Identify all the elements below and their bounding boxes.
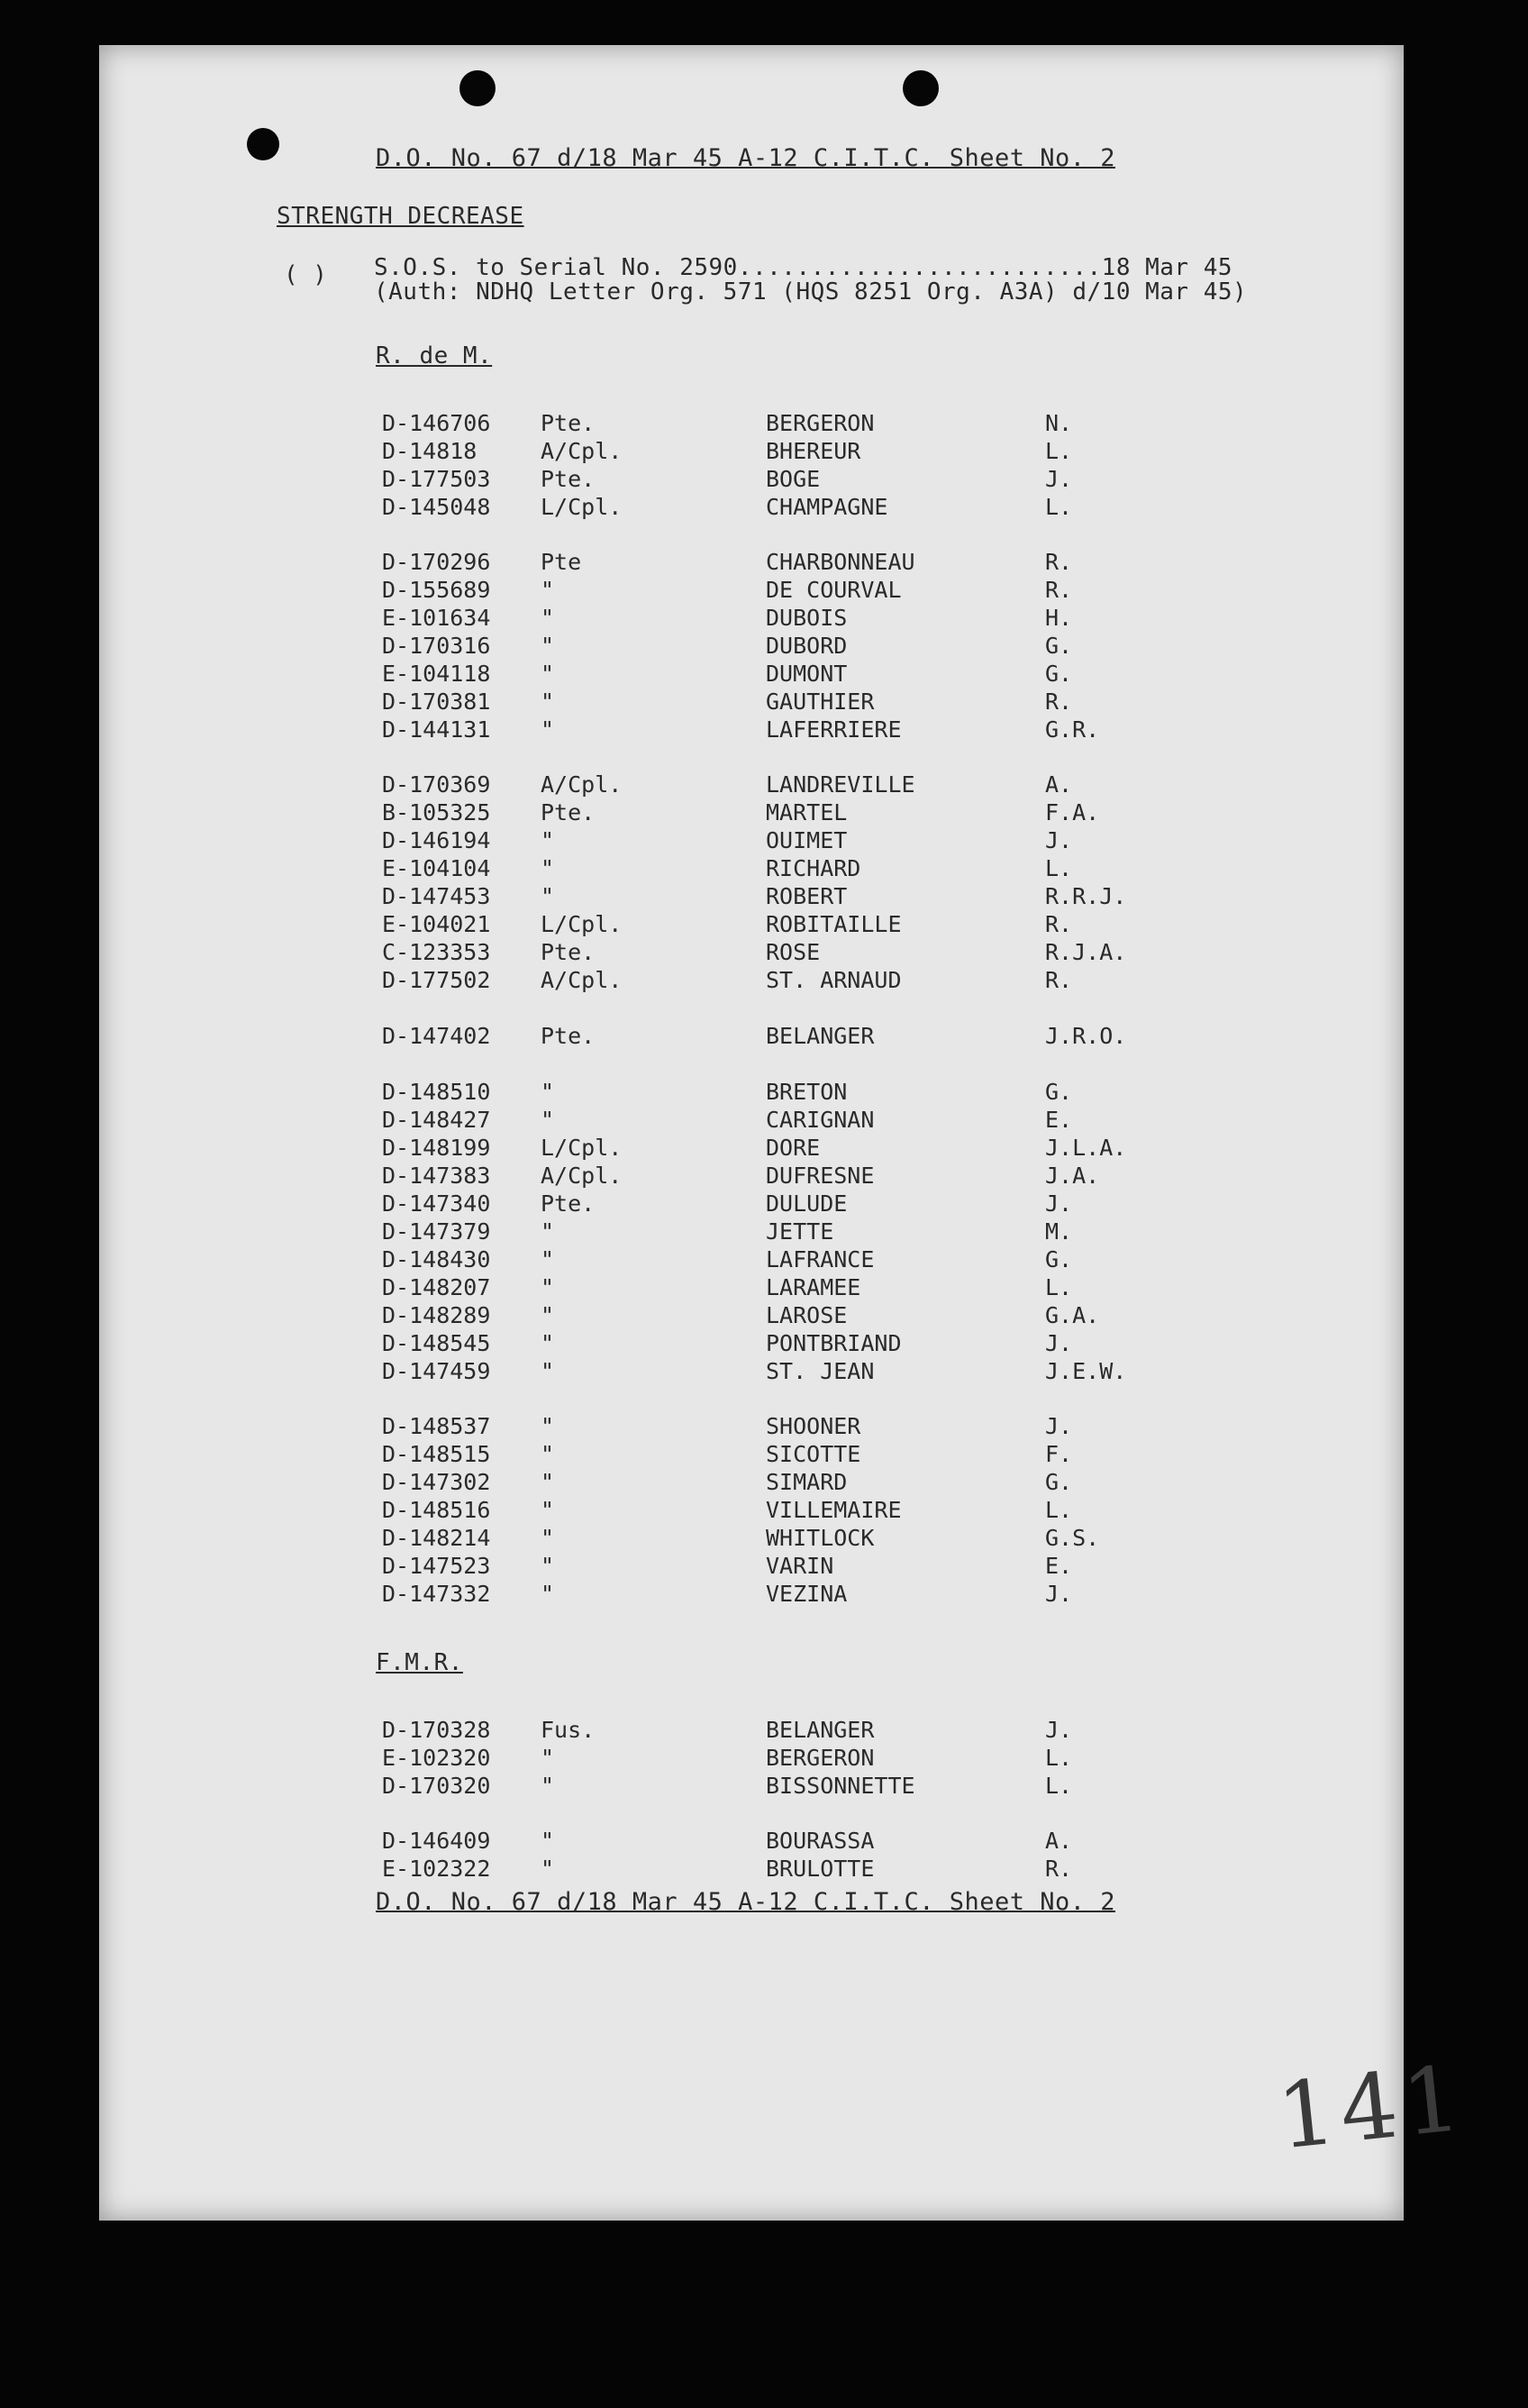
- table-row: [99, 1358, 1404, 1385]
- initials: R.: [1045, 689, 1073, 715]
- punch-hole: [459, 70, 496, 106]
- surname: VARIN: [766, 1553, 834, 1579]
- initials: E.: [1045, 1107, 1073, 1133]
- service-number: D-144131: [382, 716, 491, 743]
- service-number: C-123353: [382, 939, 491, 965]
- rank: ": [541, 883, 555, 909]
- rank: ": [541, 1107, 555, 1133]
- surname: ST. ARNAUD: [766, 967, 902, 993]
- surname: OUIMET: [766, 827, 848, 853]
- initials: G.R.: [1045, 716, 1100, 743]
- rank: ": [541, 1581, 555, 1607]
- initials: R.: [1045, 1856, 1073, 1882]
- surname: VILLEMAIRE: [766, 1497, 902, 1523]
- initials: L.: [1045, 438, 1073, 464]
- surname: BOURASSA: [766, 1828, 875, 1854]
- initials: G.S.: [1045, 1525, 1100, 1551]
- rank: ": [541, 605, 555, 631]
- service-number: E-104118: [382, 661, 491, 687]
- table-row: [99, 1218, 1404, 1245]
- table-row: [99, 494, 1404, 521]
- table-row: [99, 1581, 1404, 1608]
- initials: L.: [1045, 1745, 1073, 1771]
- initials: L.: [1045, 855, 1073, 881]
- service-number: D-148515: [382, 1441, 491, 1467]
- service-number: D-145048: [382, 494, 491, 520]
- rank: L/Cpl.: [541, 1135, 623, 1161]
- initials: N.: [1045, 410, 1073, 436]
- table-row: [99, 1525, 1404, 1552]
- rank: ": [541, 1469, 555, 1495]
- rank: ": [541, 1218, 555, 1245]
- table-row: [99, 438, 1404, 465]
- surname: LAFRANCE: [766, 1246, 875, 1272]
- service-number: D-170369: [382, 771, 491, 798]
- table-row: [99, 771, 1404, 798]
- rank: ": [541, 1274, 555, 1300]
- initials: J.R.O.: [1045, 1023, 1127, 1049]
- surname: GAUTHIER: [766, 689, 875, 715]
- service-number: D-148430: [382, 1246, 491, 1272]
- rank: ": [541, 855, 555, 881]
- initials: L.: [1045, 1773, 1073, 1799]
- handwritten-page-number: 141: [1272, 2045, 1471, 2170]
- rank: ": [541, 661, 555, 687]
- initials: G.: [1045, 633, 1073, 659]
- document-sheet: [99, 45, 1471, 2221]
- service-number: D-177502: [382, 967, 491, 993]
- service-number: D-147302: [382, 1469, 491, 1495]
- service-number: D-148545: [382, 1330, 491, 1356]
- surname: SICOTTE: [766, 1441, 861, 1467]
- initials: F.: [1045, 1441, 1073, 1467]
- rank: A/Cpl.: [541, 438, 623, 464]
- surname: WHITLOCK: [766, 1525, 875, 1551]
- surname: SHOONER: [766, 1413, 861, 1439]
- unit-label: F.M.R.: [376, 1649, 463, 1676]
- table-row: [99, 410, 1404, 437]
- service-number: D-170316: [382, 633, 491, 659]
- table-row: [99, 549, 1404, 576]
- initials: F.A.: [1045, 799, 1100, 825]
- sos-line: S.O.S. to Serial No. 2590.........................18 Mar 45: [374, 254, 1233, 281]
- surname: LAFERRIERE: [766, 716, 902, 743]
- surname: CHARBONNEAU: [766, 549, 915, 575]
- table-row: [99, 577, 1404, 604]
- table-row: [99, 1441, 1404, 1468]
- service-number: E-101634: [382, 605, 491, 631]
- surname: BRULOTTE: [766, 1856, 875, 1882]
- table-row: [99, 661, 1404, 688]
- initials: J.: [1045, 827, 1073, 853]
- service-number: E-102320: [382, 1745, 491, 1771]
- service-number: D-146194: [382, 827, 491, 853]
- rank: ": [541, 1553, 555, 1579]
- surname: VEZINA: [766, 1581, 848, 1607]
- document-header: D.O. No. 67 d/18 Mar 45 A-12 C.I.T.C. Sheet No. 2: [376, 144, 1116, 172]
- surname: DUBORD: [766, 633, 848, 659]
- surname: ROBITAILLE: [766, 911, 902, 937]
- service-number: E-102322: [382, 1856, 491, 1882]
- initials: H.: [1045, 605, 1073, 631]
- surname: JETTE: [766, 1218, 834, 1245]
- table-row: [99, 1107, 1404, 1134]
- initials: R.J.A.: [1045, 939, 1127, 965]
- surname: RICHARD: [766, 855, 861, 881]
- table-row: [99, 1079, 1404, 1106]
- surname: DE COURVAL: [766, 577, 902, 603]
- service-number: D-147332: [382, 1581, 491, 1607]
- initials: L.: [1045, 1274, 1073, 1300]
- table-row: [99, 967, 1404, 994]
- service-number: D-148516: [382, 1497, 491, 1523]
- surname: DULUDE: [766, 1190, 848, 1217]
- initials: M.: [1045, 1218, 1073, 1245]
- service-number: D-146706: [382, 410, 491, 436]
- rank: ": [541, 827, 555, 853]
- surname: BHEREUR: [766, 438, 861, 464]
- section-title: STRENGTH DECREASE: [277, 203, 524, 230]
- initials: R.R.J.: [1045, 883, 1127, 909]
- table-row: [99, 827, 1404, 854]
- service-number: D-147459: [382, 1358, 491, 1384]
- surname: SIMARD: [766, 1469, 848, 1495]
- table-row: [99, 1773, 1404, 1800]
- service-number: D-147523: [382, 1553, 491, 1579]
- initials: J.: [1045, 1413, 1073, 1439]
- service-number: D-148199: [382, 1135, 491, 1161]
- table-row: [99, 1469, 1404, 1496]
- initials: R.: [1045, 967, 1073, 993]
- initials: J.L.A.: [1045, 1135, 1127, 1161]
- unit-label: R. de M.: [376, 342, 493, 369]
- service-number: D-148427: [382, 1107, 491, 1133]
- surname: BRETON: [766, 1079, 848, 1105]
- initials: R.: [1045, 911, 1073, 937]
- rank: ": [541, 1745, 555, 1771]
- service-number: D-148537: [382, 1413, 491, 1439]
- surname: LANDREVILLE: [766, 771, 915, 798]
- table-row: [99, 466, 1404, 493]
- service-number: B-105325: [382, 799, 491, 825]
- service-number: D-14818: [382, 438, 478, 464]
- initials: A.: [1045, 1828, 1073, 1854]
- service-number: E-104104: [382, 855, 491, 881]
- table-row: [99, 883, 1404, 910]
- rank: ": [541, 1302, 555, 1328]
- table-row: [99, 689, 1404, 716]
- table-row: [99, 1828, 1404, 1855]
- initials: G.: [1045, 1246, 1073, 1272]
- service-number: D-146409: [382, 1828, 491, 1854]
- service-number: D-170328: [382, 1717, 491, 1743]
- rank: Fus.: [541, 1717, 596, 1743]
- service-number: D-147383: [382, 1163, 491, 1189]
- table-row: [99, 1856, 1404, 1883]
- table-row: [99, 1246, 1404, 1273]
- initials: A.: [1045, 771, 1073, 798]
- punch-hole: [247, 128, 279, 160]
- service-number: E-104021: [382, 911, 491, 937]
- surname: ST. JEAN: [766, 1358, 875, 1384]
- service-number: D-147402: [382, 1023, 491, 1049]
- table-row: [99, 799, 1404, 826]
- rank: ": [541, 1525, 555, 1551]
- initials: J.A.: [1045, 1163, 1100, 1189]
- table-row: [99, 1413, 1404, 1440]
- initials: J.: [1045, 1190, 1073, 1217]
- initials: G.: [1045, 661, 1073, 687]
- initials: R.: [1045, 549, 1073, 575]
- rank: Pte.: [541, 1023, 596, 1049]
- rank: L/Cpl.: [541, 911, 623, 937]
- initials: E.: [1045, 1553, 1073, 1579]
- service-number: D-170320: [382, 1773, 491, 1799]
- table-row: [99, 1497, 1404, 1524]
- rank: ": [541, 1497, 555, 1523]
- initials: J.: [1045, 1581, 1073, 1607]
- service-number: D-170296: [382, 549, 491, 575]
- rank: ": [541, 1773, 555, 1799]
- initials: G.: [1045, 1079, 1073, 1105]
- rank: Pte.: [541, 1190, 596, 1217]
- initials: L.: [1045, 1497, 1073, 1523]
- table-row: [99, 1135, 1404, 1162]
- surname: PONTBRIAND: [766, 1330, 902, 1356]
- surname: DUFRESNE: [766, 1163, 875, 1189]
- rank: ": [541, 1079, 555, 1105]
- table-row: [99, 1330, 1404, 1357]
- table-row: [99, 939, 1404, 966]
- surname: ROBERT: [766, 883, 848, 909]
- rank: A/Cpl.: [541, 967, 623, 993]
- table-row: [99, 1023, 1404, 1050]
- table-row: [99, 855, 1404, 882]
- table-row: [99, 716, 1404, 743]
- rank: ": [541, 689, 555, 715]
- rank: Pte: [541, 549, 582, 575]
- table-row: [99, 1553, 1404, 1580]
- rank: A/Cpl.: [541, 771, 623, 798]
- surname: BELANGER: [766, 1717, 875, 1743]
- table-row: [99, 633, 1404, 660]
- surname: MARTEL: [766, 799, 848, 825]
- initials: J.E.W.: [1045, 1358, 1127, 1384]
- rank: ": [541, 577, 555, 603]
- table-row: [99, 1190, 1404, 1218]
- rank: Pte.: [541, 466, 596, 492]
- table-row: [99, 1717, 1404, 1744]
- surname: LAROSE: [766, 1302, 848, 1328]
- rank: ": [541, 1246, 555, 1272]
- rank: ": [541, 1828, 555, 1854]
- initials: R.: [1045, 577, 1073, 603]
- punch-hole: [903, 70, 939, 106]
- initials: J.: [1045, 466, 1073, 492]
- surname: BELANGER: [766, 1023, 875, 1049]
- initials: G.A.: [1045, 1302, 1100, 1328]
- surname: DORE: [766, 1135, 821, 1161]
- rank: L/Cpl.: [541, 494, 623, 520]
- initials: G.: [1045, 1469, 1073, 1495]
- table-row: [99, 1274, 1404, 1301]
- rank: ": [541, 633, 555, 659]
- table-row: [99, 1745, 1404, 1772]
- table-row: [99, 1302, 1404, 1329]
- service-number: D-155689: [382, 577, 491, 603]
- initials: J.: [1045, 1330, 1073, 1356]
- rank: ": [541, 1441, 555, 1467]
- rank: Pte.: [541, 410, 596, 436]
- service-number: D-148510: [382, 1079, 491, 1105]
- initials: J.: [1045, 1717, 1073, 1743]
- table-row: [99, 605, 1404, 632]
- surname: CARIGNAN: [766, 1107, 875, 1133]
- surname: LARAMEE: [766, 1274, 861, 1300]
- table-row: [99, 1163, 1404, 1190]
- rank: ": [541, 716, 555, 743]
- surname: DUBOIS: [766, 605, 848, 631]
- service-number: D-147453: [382, 883, 491, 909]
- service-number: D-148214: [382, 1525, 491, 1551]
- surname: ROSE: [766, 939, 821, 965]
- rank: Pte.: [541, 799, 596, 825]
- service-number: D-148207: [382, 1274, 491, 1300]
- surname: BISSONNETTE: [766, 1773, 915, 1799]
- rank: ": [541, 1358, 555, 1384]
- service-number: D-177503: [382, 466, 491, 492]
- rank: A/Cpl.: [541, 1163, 623, 1189]
- surname: CHAMPAGNE: [766, 494, 888, 520]
- surname: DUMONT: [766, 661, 848, 687]
- service-number: D-147340: [382, 1190, 491, 1217]
- surname: BOGE: [766, 466, 821, 492]
- surname: BERGERON: [766, 1745, 875, 1771]
- surname: BERGERON: [766, 410, 875, 436]
- paren-mark: ( ): [284, 261, 328, 288]
- service-number: D-170381: [382, 689, 491, 715]
- service-number: D-147379: [382, 1218, 491, 1245]
- service-number: D-148289: [382, 1302, 491, 1328]
- document-footer: D.O. No. 67 d/18 Mar 45 A-12 C.I.T.C. Sheet No. 2: [376, 1888, 1116, 1916]
- rank: ": [541, 1856, 555, 1882]
- table-row: [99, 911, 1404, 938]
- initials: L.: [1045, 494, 1073, 520]
- authority-line: (Auth: NDHQ Letter Org. 571 (HQS 8251 Org. A3A) d/10 Mar 45): [374, 278, 1248, 306]
- rank: ": [541, 1413, 555, 1439]
- rank: Pte.: [541, 939, 596, 965]
- rank: ": [541, 1330, 555, 1356]
